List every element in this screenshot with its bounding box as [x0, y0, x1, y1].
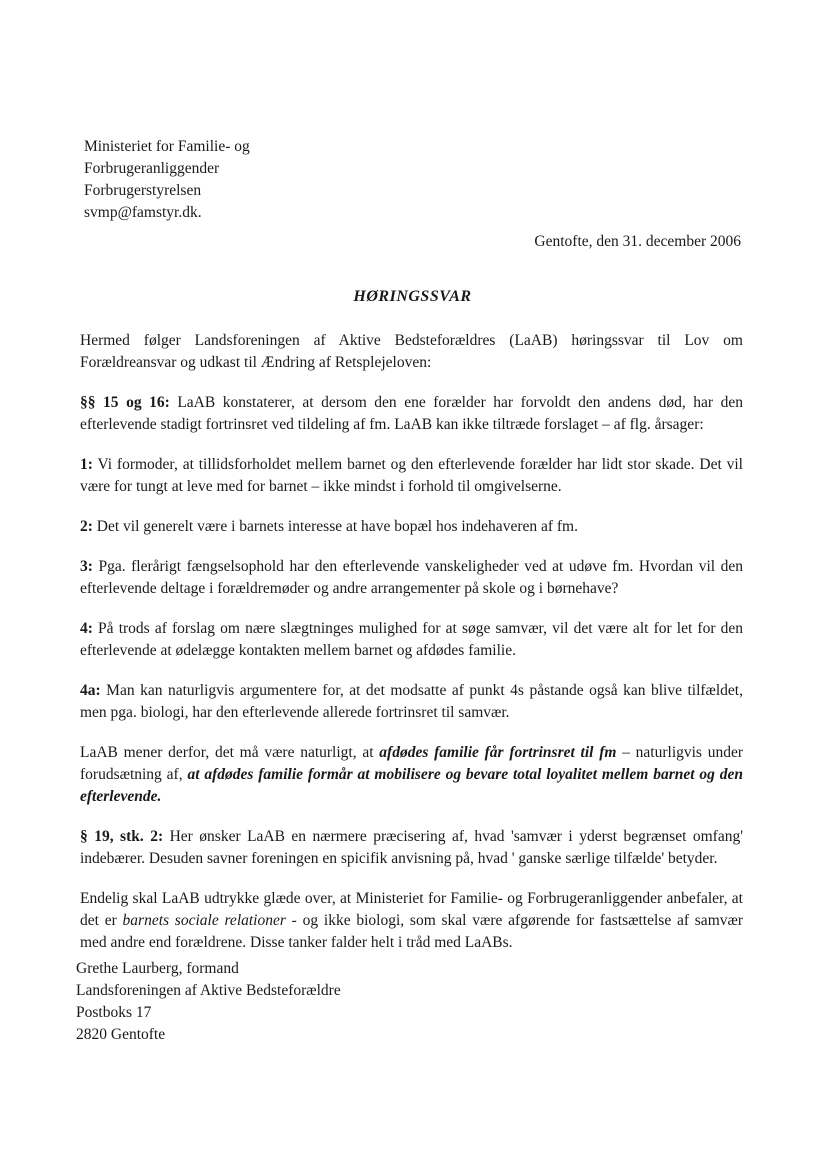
recipient-line-1: Ministeriet for Familie- og — [84, 138, 250, 155]
paragraph-19-label: § 19, stk. 2: — [80, 828, 164, 845]
paragraph-19-text: Her ønsker LaAB en nærmere præcisering af, hvad 'samvær i yderst begrænset omfang' indebærer. Desuden savner foreningen en spicifik anvisning på, hvad ' ganske særlige tilfælde' betyder. — [80, 828, 743, 867]
recipient-email: svmp@famstyr.dk. — [84, 204, 202, 221]
point-2-text: Det vil generelt være i barnets interesse at have bopæl hos indehaveren af fm. — [92, 518, 578, 535]
recipient-line-3: Forbrugerstyrelsen — [84, 182, 202, 199]
signature-name: Grethe Laurberg, formand — [76, 960, 239, 977]
point-4 — [80, 618, 743, 662]
closing-part-1: Endelig skal LaAB udtrykke glæde over, at Ministeriet for Familie- og Forbrugeranliggender anbefaler, at det er — [80, 890, 743, 929]
point-4a-label: 4a: — [80, 682, 101, 699]
conclusion-paragraph — [80, 742, 743, 808]
intro-paragraph: Hermed følger Landsforeningen af Aktive Bedsteforældres (LaAB) høringssvar til Lov om Forældreansvar og udkast til Ændring af Retsplejeloven: — [80, 332, 743, 371]
letter-body — [80, 330, 743, 972]
letter-date: Gentofte, den 31. december 2006 — [534, 233, 741, 250]
paragraph-15-16-text: LaAB konstaterer, at dersom den ene forælder har forvoldt den andens død, har den efterlevende stadigt fortrinsret ved tildeling af fm. LaAB kan ikke tiltræde forslaget – af flg. årsager: — [80, 394, 743, 433]
conclusion-part-1: LaAB mener derfor, det må være naturligt, at — [80, 744, 380, 761]
point-1-text: Vi formoder, at tillidsforholdet mellem barnet og den efterlevende forælder har lidt stor skade. Det vil være for tungt at leve med for barnet – ikke mindst i forhold til omgivelserne. — [80, 456, 743, 495]
point-4a — [80, 680, 743, 724]
paragraph-19 — [80, 826, 743, 870]
signature-postbox: Postboks 17 — [76, 1004, 152, 1021]
point-1-label: 1: — [80, 456, 93, 473]
point-4-label: 4: — [80, 620, 93, 637]
point-1 — [80, 454, 743, 498]
closing-paragraph — [80, 888, 743, 954]
paragraph-15-16 — [80, 392, 743, 436]
point-3-text: Pga. flerårigt fængselsophold har den efterlevende vanskeligheder ved at udøve fm. Hvordan vil den efterlevende deltage i forældremøder og andre arrangementer på skole og i børnehave? — [80, 558, 743, 597]
signature-organization: Landsforeningen af Aktive Bedsteforældre — [76, 982, 341, 999]
recipient-address — [84, 136, 250, 224]
conclusion-emphasis-1: afdødes familie får fortrinsret til fm — [379, 744, 617, 761]
conclusion-emphasis-2: at afdødes familie formår at mobilisere og bevare total loyalitet mellem barnet og den efterlevende. — [80, 766, 743, 805]
closing-part-2: - og ikke biologi, som skal være afgørende for fastsættelse af samvær med andre end forældrene. Disse tanker falder helt i tråd med LaABs. — [80, 912, 743, 951]
point-3 — [80, 556, 743, 600]
signature-city: 2820 Gentofte — [76, 1026, 166, 1043]
paragraph-15-16-label: §§ 15 og 16: — [80, 394, 170, 411]
point-4a-text: Man kan naturligvis argumentere for, at det modsatte af punkt 4s påstande også kan blive tilfældet, men pga. biologi, har den efterlevende allerede fortrinsret til samvær. — [80, 682, 743, 721]
point-2 — [80, 516, 743, 538]
conclusion-part-2: – naturligvis under forudsætning af, — [80, 744, 744, 783]
closing-emphasis: barnets sociale relationer — [122, 912, 286, 929]
point-3-label: 3: — [80, 558, 93, 575]
recipient-line-2: Forbrugeranliggender — [84, 160, 220, 177]
signature-block — [76, 958, 341, 1046]
point-4-text: På trods af forslag om nære slægtninges mulighed for at søge samvær, vil det være alt for let for den efterlevende at ødelægge kontakten mellem barnet og afdødes familie. — [80, 620, 743, 659]
document-title: HØRINGSSVAR — [353, 288, 472, 305]
point-2-label: 2: — [80, 518, 93, 535]
